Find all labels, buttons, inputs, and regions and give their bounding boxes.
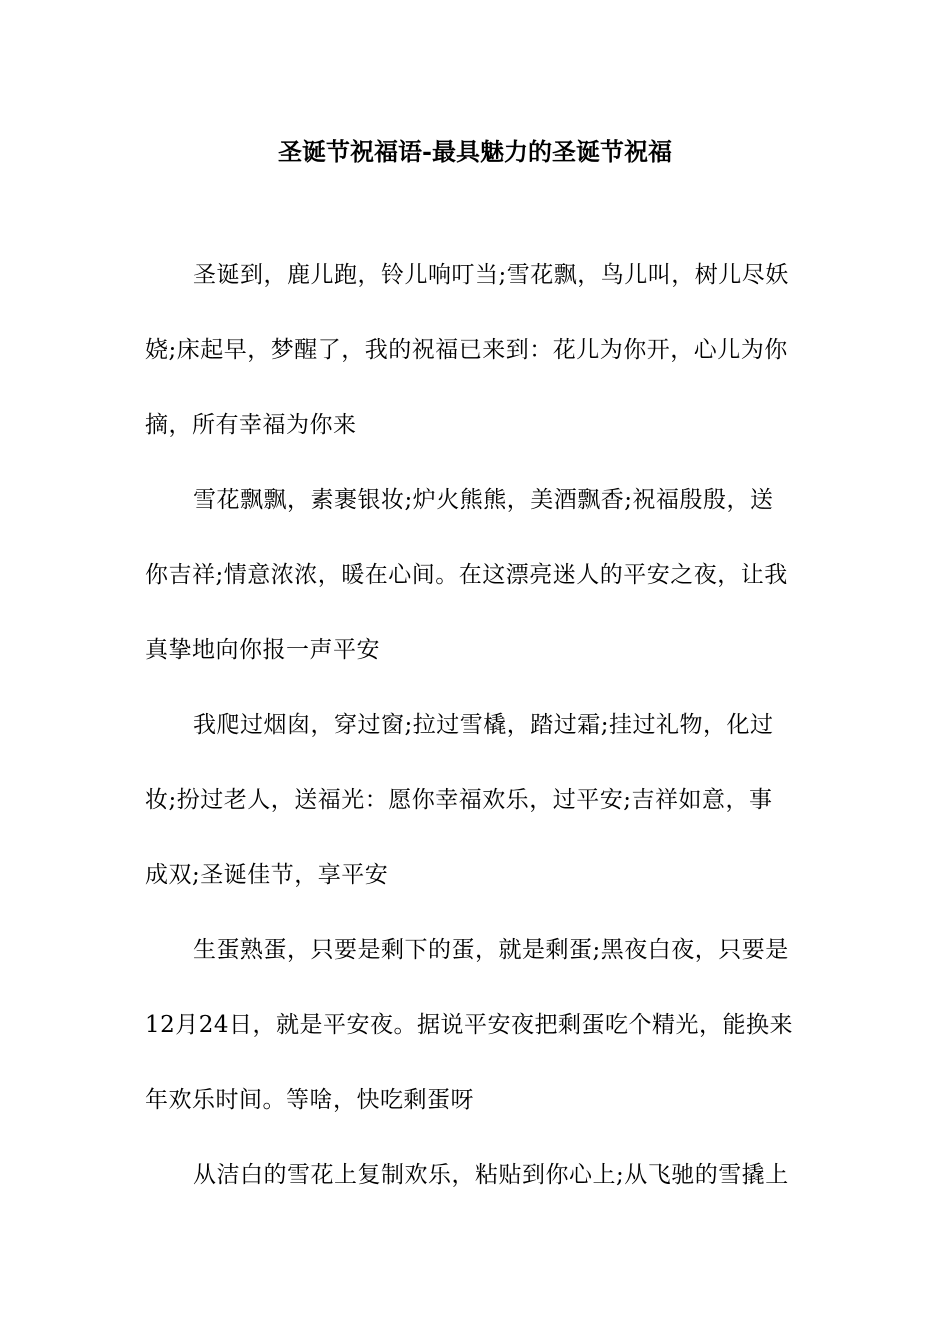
paragraph-4-line-2: 12月24日，就是平安夜。据说平安夜把剩蛋吃个精光，能换来 (145, 1012, 794, 1038)
document-title: 圣诞节祝福语-最具魅力的圣诞节祝福 (278, 137, 672, 166)
paragraph-4-line-3: 年欢乐时间。等啥，快吃剩蛋呀 (145, 1087, 474, 1113)
paragraph-3-line-3: 成双;圣诞佳节，享平安 (145, 862, 389, 888)
paragraph-3-line-1: 我爬过烟囱，穿过窗;拉过雪橇，踏过霜;挂过礼物，化过 (193, 712, 774, 738)
paragraph-2-line-2: 你吉祥;情意浓浓，暖在心间。在这漂亮迷人的平安之夜，让我 (145, 562, 788, 588)
paragraph-1-line-1: 圣诞到，鹿儿跑，铃儿响叮当;雪花飘，鸟儿叫，树儿尽妖 (193, 262, 789, 288)
paragraph-1-line-3: 摘，所有幸福为你来 (145, 412, 357, 438)
paragraph-1-line-2: 娆;床起早，梦醒了，我的祝福已来到：花儿为你开，心儿为你 (145, 337, 788, 363)
paragraph-2-line-3: 真挚地向你报一声平安 (145, 637, 380, 663)
paragraph-3-line-2: 妆;扮过老人，送福光：愿你幸福欢乐，过平安;吉祥如意，事 (145, 787, 773, 813)
paragraph-2-line-1: 雪花飘飘，素裹银妆;炉火熊熊，美酒飘香;祝福殷殷，送 (193, 487, 774, 513)
paragraph-5-line-1: 从洁白的雪花上复制欢乐，粘贴到你心上;从飞驰的雪撬上 (193, 1162, 789, 1188)
paragraph-4-line-1: 生蛋熟蛋，只要是剩下的蛋，就是剩蛋;黑夜白夜，只要是 (193, 937, 789, 963)
